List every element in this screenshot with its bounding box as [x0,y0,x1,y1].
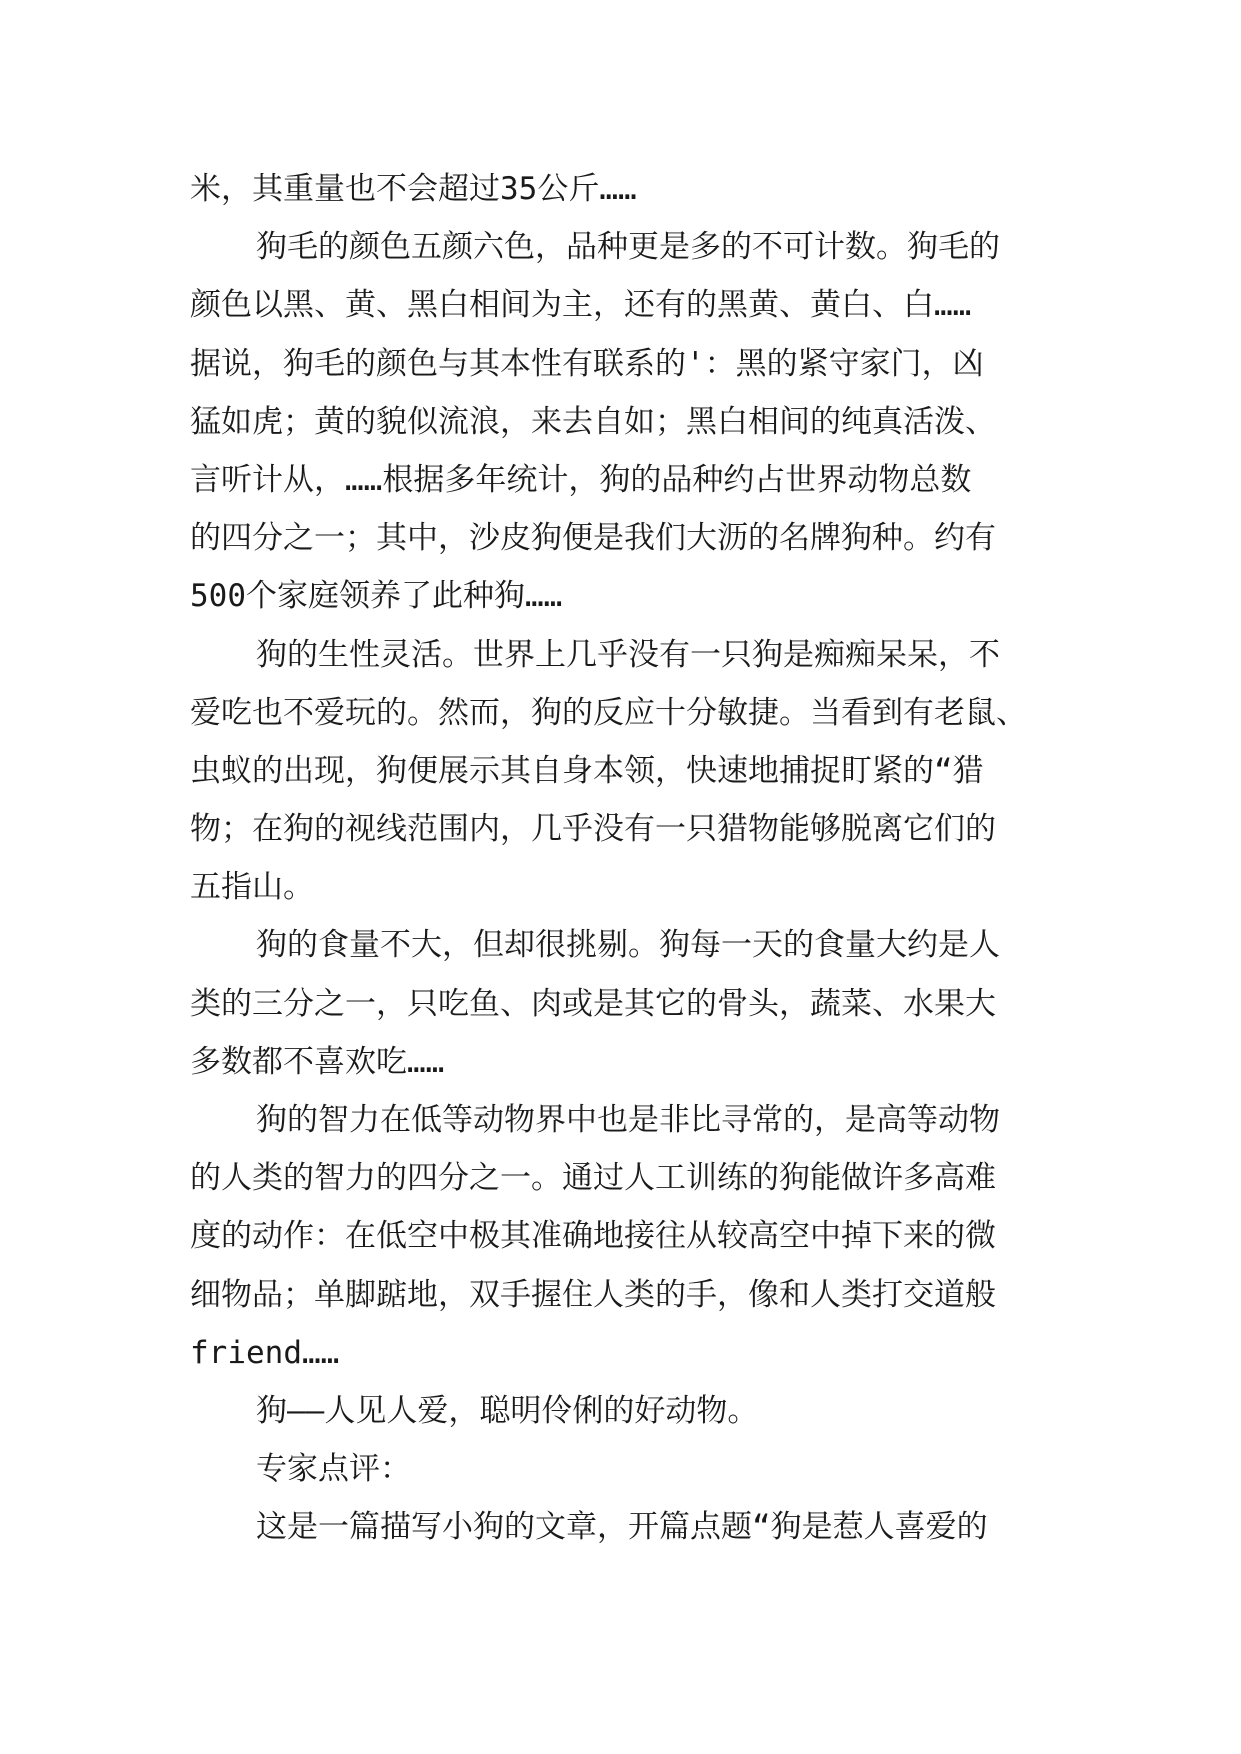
text-line: 类的三分之一，只吃鱼、肉或是其它的骨头，蔬菜、水果大 [190,985,996,1022]
text-line: 据说，狗毛的颜色与其本性有联系的'：黑的紧守家门，凶 [190,345,984,382]
paragraph-first-line: 狗毛的颜色五颜六色，品种更是多的不可计数。狗毛的 [256,229,1000,266]
text-line: 言听计从，……根据多年统计，狗的品种约占世界动物总数 [190,461,972,498]
text-line: 五指山。 [190,869,314,906]
text-line: 猛如虎；黄的貌似流浪，来去自如；黑白相间的纯真活泼、 [190,403,996,440]
expert-comment-heading: 专家点评： [256,1451,411,1488]
text-line: 米，其重量也不会超过35公斤…… [190,171,637,207]
paragraph-first-line: 狗的食量不大，但却很挑剔。狗每一天的食量大约是人 [256,927,1000,964]
article-body [190,160,1060,1557]
text-line: friend…… [190,1334,340,1371]
text-line: 细物品；单脚踮地，双手握住人类的手，像和人类打交道般 [190,1276,996,1313]
text-line: 颜色以黑、黄、黑白相间为主，还有的黑黄、黄白、白…… [190,287,972,324]
text-line: 虫蚁的出现，狗便展示其自身本领，快速地捕捉盯紧的“猎 [190,752,984,789]
text-line: 多数都不喜欢吃…… [190,1043,445,1080]
paragraph-first-line: 狗的生性灵活。世界上几乎没有一只狗是痴痴呆呆，不 [256,636,1000,673]
text-line: 的人类的智力的四分之一。通过人工训练的狗能做许多高难 [190,1160,996,1197]
paragraph-first-line: 这是一篇描写小狗的文章，开篇点题“狗是惹人喜爱的 [256,1509,988,1546]
paragraph-first-line: 狗——人见人爱，聪明伶俐的好动物。 [256,1392,759,1429]
text-line: 度的动作：在低空中极其准确地接往从较高空中掉下来的微 [190,1218,996,1255]
text-line: 的四分之一；其中，沙皮狗便是我们大沥的名牌狗种。约有 [190,520,996,557]
text-line: 爱吃也不爱玩的。然而，狗的反应十分敏捷。当看到有老鼠、 [190,694,1027,731]
text-line: 物；在狗的视线范围内，几乎没有一只猎物能够脱离它们的 [190,811,996,848]
text-line: 500个家庭领养了此种狗…… [190,578,563,615]
paragraph-first-line: 狗的智力在低等动物界中也是非比寻常的，是高等动物 [256,1102,1000,1138]
